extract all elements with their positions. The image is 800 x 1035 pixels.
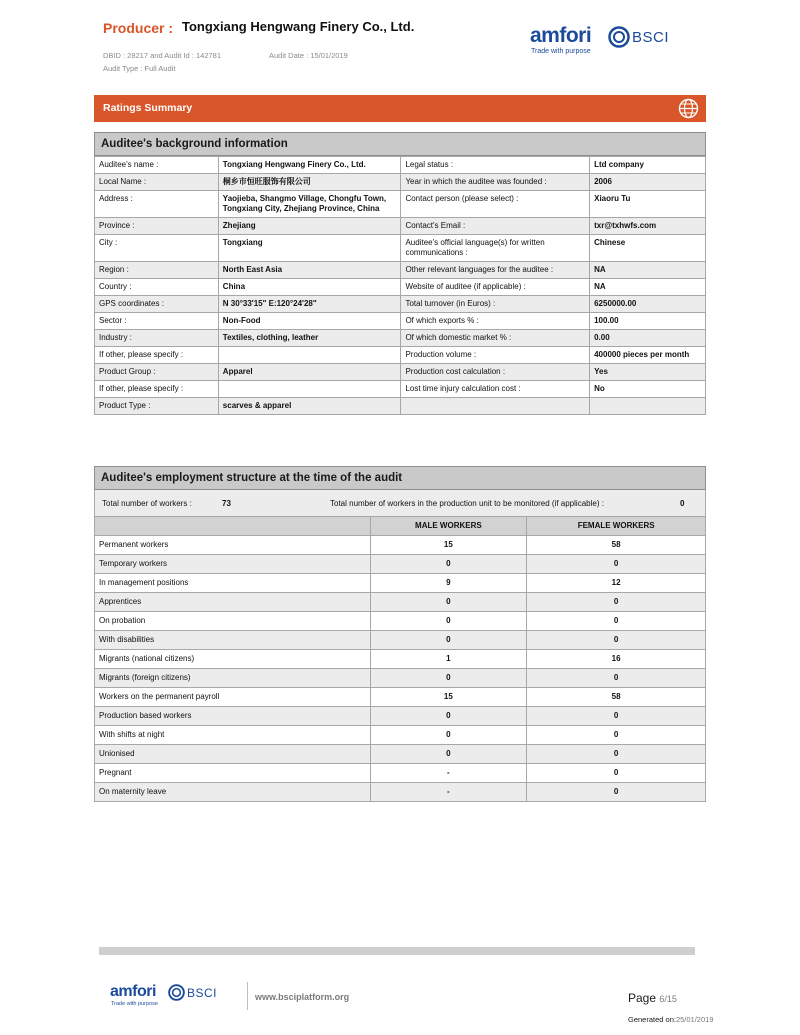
- male-count: 0: [370, 669, 527, 688]
- worker-category: Migrants (foreign citizens): [95, 669, 371, 688]
- column-header: FEMALE WORKERS: [527, 517, 706, 536]
- field-label: Year in which the auditee was founded :: [401, 174, 590, 191]
- employment-section-title: Auditee's employment structure at the time of the audit: [94, 466, 706, 490]
- worker-category: Unionised: [95, 745, 371, 764]
- female-count: 0: [527, 555, 706, 574]
- amfori-bsci-logo: [530, 24, 675, 60]
- female-count: 0: [527, 707, 706, 726]
- female-count: 58: [527, 536, 706, 555]
- male-count: 0: [370, 612, 527, 631]
- worker-category: With disabilities: [95, 631, 371, 650]
- employment-row: [95, 593, 706, 612]
- employment-row: [95, 555, 706, 574]
- producer-name: Tongxiang Hengwang Finery Co., Ltd.: [182, 19, 415, 34]
- field-label: Region :: [95, 262, 219, 279]
- field-value: Xiaoru Tu: [590, 191, 706, 218]
- monitored-workers-value: 0: [680, 499, 685, 508]
- field-value: [590, 398, 706, 415]
- field-label: Address :: [95, 191, 219, 218]
- background-row: [95, 174, 706, 191]
- audit-date: Audit Date : 15/01/2019: [269, 51, 348, 60]
- field-value: Tongxiang: [218, 235, 401, 262]
- female-count: 0: [527, 631, 706, 650]
- field-label: Auditee's official language(s) for written communications :: [401, 235, 590, 262]
- field-value: North East Asia: [218, 262, 401, 279]
- background-row: [95, 191, 706, 218]
- field-value: N 30°33'15" E:120°24'28": [218, 296, 401, 313]
- employment-row: [95, 688, 706, 707]
- worker-category: Apprentices: [95, 593, 371, 612]
- male-count: 15: [370, 688, 527, 707]
- female-count: 0: [527, 726, 706, 745]
- employment-row: [95, 745, 706, 764]
- footer-amfori-wordmark: amfori: [110, 983, 156, 1000]
- background-row: [95, 381, 706, 398]
- field-value: China: [218, 279, 401, 296]
- dbid-line: DBID : 28217 and Audit Id : 142781: [103, 51, 222, 60]
- background-row: [95, 364, 706, 381]
- globe-icon: [678, 98, 699, 119]
- audit-type: Audit Type : Full Audit: [103, 64, 176, 73]
- employment-row: [95, 764, 706, 783]
- field-value: NA: [590, 279, 706, 296]
- bsci-wordmark: BSCI: [632, 29, 670, 46]
- field-value: Non-Food: [218, 313, 401, 330]
- field-label: Production volume :: [401, 347, 590, 364]
- background-row: [95, 262, 706, 279]
- field-label: Country :: [95, 279, 219, 296]
- background-row: [95, 398, 706, 415]
- field-label: Contact's Email :: [401, 218, 590, 235]
- female-count: 12: [527, 574, 706, 593]
- employment-row: [95, 707, 706, 726]
- field-label: Production cost calculation :: [401, 364, 590, 381]
- worker-category: Migrants (national citizens): [95, 650, 371, 669]
- male-count: -: [370, 783, 527, 802]
- page-number: 6/15: [659, 994, 677, 1004]
- background-row: [95, 279, 706, 296]
- male-count: 0: [370, 593, 527, 612]
- field-label: If other, please specify :: [95, 381, 219, 398]
- field-label: Of which domestic market % :: [401, 330, 590, 347]
- background-row: [95, 218, 706, 235]
- column-header: [95, 517, 371, 536]
- website-link[interactable]: www.bsciplatform.org: [255, 992, 350, 1002]
- page-indicator: [628, 991, 677, 1005]
- field-value: No: [590, 381, 706, 398]
- field-value: Yes: [590, 364, 706, 381]
- male-count: 0: [370, 726, 527, 745]
- total-workers-value: 73: [222, 499, 231, 508]
- background-row: [95, 313, 706, 330]
- field-value: Tongxiang Hengwang Finery Co., Ltd.: [218, 157, 401, 174]
- male-count: 0: [370, 631, 527, 650]
- worker-category: Permanent workers: [95, 536, 371, 555]
- field-label: City :: [95, 235, 219, 262]
- field-label: [401, 398, 590, 415]
- worker-category: Pregnant: [95, 764, 371, 783]
- male-count: -: [370, 764, 527, 783]
- field-label: GPS coordinates :: [95, 296, 219, 313]
- generated-on: [628, 1015, 714, 1024]
- worker-category: Temporary workers: [95, 555, 371, 574]
- male-count: 9: [370, 574, 527, 593]
- female-count: 58: [527, 688, 706, 707]
- field-label: Legal status :: [401, 157, 590, 174]
- field-value: Zhejiang: [218, 218, 401, 235]
- amfori-wordmark: amfori: [530, 24, 592, 47]
- field-value: [218, 347, 401, 364]
- employment-header-row: [95, 517, 706, 536]
- employment-table: [94, 516, 706, 802]
- employment-row: [95, 650, 706, 669]
- female-count: 0: [527, 745, 706, 764]
- field-label: Website of auditee (if applicable) :: [401, 279, 590, 296]
- generated-label: Generated on:: [628, 1015, 676, 1024]
- female-count: 0: [527, 669, 706, 688]
- field-label: Product Group :: [95, 364, 219, 381]
- field-label: Auditee's name :: [95, 157, 219, 174]
- male-count: 0: [370, 745, 527, 764]
- field-value: [218, 381, 401, 398]
- banner-title: Ratings Summary: [103, 102, 193, 114]
- field-value: 400000 pieces per month: [590, 347, 706, 364]
- employment-row: [95, 631, 706, 650]
- field-value: 6250000.00: [590, 296, 706, 313]
- footer-vertical-divider: [247, 982, 248, 1010]
- background-row: [95, 157, 706, 174]
- column-header: MALE WORKERS: [370, 517, 527, 536]
- footer-amfori-tagline: Trade with purpose: [111, 1001, 158, 1007]
- field-label: Of which exports % :: [401, 313, 590, 330]
- female-count: 0: [527, 612, 706, 631]
- worker-category: On maternity leave: [95, 783, 371, 802]
- field-label: Total turnover (in Euros) :: [401, 296, 590, 313]
- footer-bsci-wordmark: BSCI: [187, 986, 218, 1000]
- background-section-title: Auditee's background information: [94, 132, 706, 156]
- field-value: NA: [590, 262, 706, 279]
- amfori-tagline: Trade with purpose: [531, 48, 591, 55]
- field-value: Yaojieba, Shangmo Village, Chongfu Town, Tongxiang City, Zhejiang Province, China: [218, 191, 401, 218]
- footer-bsci-ring-icon: [168, 984, 185, 1001]
- field-label: Province :: [95, 218, 219, 235]
- background-table: [94, 156, 706, 415]
- field-label: Local Name :: [95, 174, 219, 191]
- footer-divider-bar: [99, 947, 695, 955]
- female-count: 0: [527, 783, 706, 802]
- field-value: Textiles, clothing, leather: [218, 330, 401, 347]
- background-row: [95, 235, 706, 262]
- employment-row: [95, 726, 706, 745]
- field-value: 2006: [590, 174, 706, 191]
- bsci-ring-icon: [608, 26, 630, 48]
- employment-row: [95, 669, 706, 688]
- male-count: 0: [370, 555, 527, 574]
- worker-category: With shifts at night: [95, 726, 371, 745]
- female-count: 0: [527, 764, 706, 783]
- field-value: 桐乡市恒旺服饰有限公司: [218, 174, 401, 191]
- field-label: Product Type :: [95, 398, 219, 415]
- employment-row: [95, 574, 706, 593]
- field-label: Lost time injury calculation cost :: [401, 381, 590, 398]
- field-value: txr@txhwfs.com: [590, 218, 706, 235]
- field-value: Ltd company: [590, 157, 706, 174]
- producer-label: Producer :: [103, 20, 174, 36]
- female-count: 16: [527, 650, 706, 669]
- background-row: [95, 330, 706, 347]
- monitored-workers-label: Total number of workers in the production unit to be monitored (if applicable) :: [330, 499, 604, 508]
- worker-category: Production based workers: [95, 707, 371, 726]
- worker-category: On probation: [95, 612, 371, 631]
- field-value: Apparel: [218, 364, 401, 381]
- field-value: 100.00: [590, 313, 706, 330]
- generated-date: 25/01/2019: [675, 1015, 714, 1024]
- field-label: Other relevant languages for the auditee :: [401, 262, 590, 279]
- worker-category: In management positions: [95, 574, 371, 593]
- total-workers-label: Total number of workers :: [102, 499, 192, 508]
- male-count: 0: [370, 707, 527, 726]
- field-value: Chinese: [590, 235, 706, 262]
- employment-row: [95, 612, 706, 631]
- background-row: [95, 296, 706, 313]
- male-count: 1: [370, 650, 527, 669]
- female-count: 0: [527, 593, 706, 612]
- workers-totals: [94, 490, 706, 516]
- field-label: If other, please specify :: [95, 347, 219, 364]
- field-label: Sector :: [95, 313, 219, 330]
- background-row: [95, 347, 706, 364]
- employment-row: [95, 783, 706, 802]
- employment-row: [95, 536, 706, 555]
- field-label: Contact person (please select) :: [401, 191, 590, 218]
- ratings-summary-banner: [94, 95, 706, 122]
- field-value: 0.00: [590, 330, 706, 347]
- male-count: 15: [370, 536, 527, 555]
- footer-amfori-bsci-logo: [110, 983, 220, 1011]
- field-label: Industry :: [95, 330, 219, 347]
- worker-category: Workers on the permanent payroll: [95, 688, 371, 707]
- field-value: scarves & apparel: [218, 398, 401, 415]
- page-label: Page: [628, 991, 657, 1005]
